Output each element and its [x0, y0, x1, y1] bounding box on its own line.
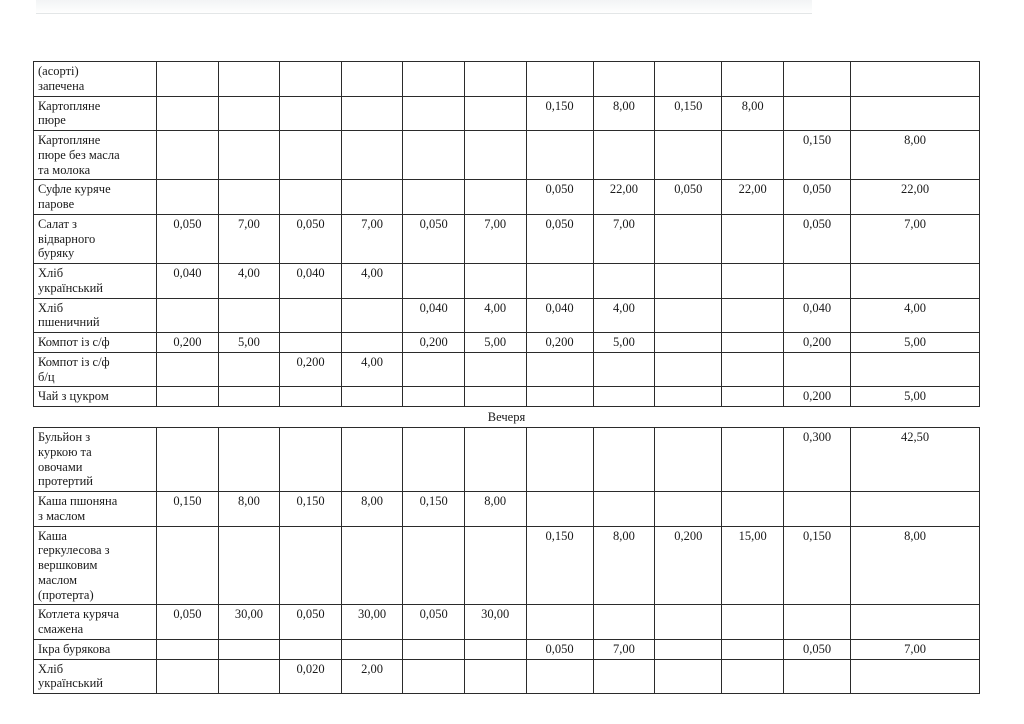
- cell: 0,150: [157, 492, 219, 527]
- cell: 15,00: [722, 526, 784, 605]
- cell: 22,00: [593, 180, 655, 215]
- cell: [157, 96, 219, 131]
- cell: [403, 264, 465, 299]
- cell: 8,00: [593, 526, 655, 605]
- cell: 4,00: [341, 352, 403, 387]
- cell: [851, 352, 980, 387]
- cell: [403, 428, 465, 492]
- section-divider-row: [34, 407, 980, 428]
- cell: 7,00: [593, 639, 655, 659]
- cell: [341, 428, 403, 492]
- cell: [464, 131, 526, 180]
- cell: 7,00: [218, 214, 280, 263]
- cell: 0,150: [526, 526, 593, 605]
- cell: 0,050: [526, 180, 593, 215]
- cell: [464, 352, 526, 387]
- cell: [722, 659, 784, 694]
- cell: [157, 180, 219, 215]
- cell: [341, 387, 403, 407]
- cell: 2,00: [341, 659, 403, 694]
- cell: 7,00: [341, 214, 403, 263]
- cell: [851, 605, 980, 640]
- cell: [526, 352, 593, 387]
- dish-name: (асорті) запечена: [34, 62, 157, 97]
- cell: [655, 214, 722, 263]
- cell: 42,50: [851, 428, 980, 492]
- cell: [722, 264, 784, 299]
- cell: [722, 298, 784, 333]
- table-row: [34, 526, 980, 605]
- cell: 0,040: [280, 264, 342, 299]
- dish-name: Картопляне пюре без масла та молока: [34, 131, 157, 180]
- cell: [593, 131, 655, 180]
- cell: 0,200: [403, 333, 465, 353]
- table-row: [34, 62, 980, 97]
- cell: [464, 180, 526, 215]
- scan-edge-line: [36, 13, 812, 14]
- cell: [722, 492, 784, 527]
- table-row: [34, 333, 980, 353]
- cell: [464, 659, 526, 694]
- cell: [403, 96, 465, 131]
- dish-name: Котлета куряча смажена: [34, 605, 157, 640]
- cell: [218, 659, 280, 694]
- cell: [280, 96, 342, 131]
- section-divider-label: Вечеря: [34, 407, 980, 428]
- cell: 30,00: [218, 605, 280, 640]
- dish-name: Хліб український: [34, 264, 157, 299]
- cell: [464, 264, 526, 299]
- cell: [655, 659, 722, 694]
- cell: 0,200: [783, 387, 850, 407]
- cell: 0,050: [157, 605, 219, 640]
- cell: 0,050: [403, 605, 465, 640]
- cell: [280, 526, 342, 605]
- cell: [218, 96, 280, 131]
- dish-name: Чай з цукром: [34, 387, 157, 407]
- cell: [655, 428, 722, 492]
- cell: [280, 62, 342, 97]
- cell: 0,300: [783, 428, 850, 492]
- cell: [341, 333, 403, 353]
- cell: [341, 639, 403, 659]
- cell: 5,00: [851, 387, 980, 407]
- cell: [341, 180, 403, 215]
- table-row: [34, 180, 980, 215]
- cell: [593, 387, 655, 407]
- cell: 0,050: [526, 214, 593, 263]
- cell: [655, 352, 722, 387]
- cell: 5,00: [218, 333, 280, 353]
- cell: 0,050: [783, 214, 850, 263]
- cell: [722, 214, 784, 263]
- cell: [722, 131, 784, 180]
- cell: [218, 526, 280, 605]
- cell: [593, 605, 655, 640]
- cell: 0,150: [280, 492, 342, 527]
- cell: 0,150: [655, 96, 722, 131]
- cell: [403, 180, 465, 215]
- cell: 30,00: [464, 605, 526, 640]
- cell: [464, 526, 526, 605]
- cell: [157, 659, 219, 694]
- cell: [157, 298, 219, 333]
- dish-name: Компот із с/ф б/ц: [34, 352, 157, 387]
- cell: 0,050: [403, 214, 465, 263]
- cell: 8,00: [851, 131, 980, 180]
- cell: 0,050: [526, 639, 593, 659]
- cell: 0,200: [157, 333, 219, 353]
- table-row: [34, 387, 980, 407]
- cell: 7,00: [851, 214, 980, 263]
- cell: 4,00: [218, 264, 280, 299]
- table-row: [34, 96, 980, 131]
- cell: [783, 492, 850, 527]
- cell: 7,00: [593, 214, 655, 263]
- cell: [157, 428, 219, 492]
- cell: 0,050: [280, 605, 342, 640]
- menu-table: [33, 61, 980, 694]
- cell: [403, 387, 465, 407]
- cell: 0,200: [783, 333, 850, 353]
- cell: [593, 264, 655, 299]
- dish-name: Хліб пшеничний: [34, 298, 157, 333]
- cell: 0,050: [655, 180, 722, 215]
- cell: 0,020: [280, 659, 342, 694]
- cell: [722, 387, 784, 407]
- cell: [280, 180, 342, 215]
- cell: [526, 428, 593, 492]
- cell: [655, 605, 722, 640]
- cell: 7,00: [851, 639, 980, 659]
- cell: 0,040: [157, 264, 219, 299]
- cell: [722, 352, 784, 387]
- cell: [722, 639, 784, 659]
- scan-edge-artifact: [36, 0, 812, 14]
- cell: [218, 428, 280, 492]
- cell: 0,200: [655, 526, 722, 605]
- cell: [783, 96, 850, 131]
- table-row: [34, 659, 980, 694]
- table-row: [34, 639, 980, 659]
- table-row: [34, 214, 980, 263]
- cell: 5,00: [464, 333, 526, 353]
- dish-name: Суфле куряче парове: [34, 180, 157, 215]
- cell: [157, 387, 219, 407]
- cell: [851, 492, 980, 527]
- table-row: [34, 492, 980, 527]
- cell: 22,00: [851, 180, 980, 215]
- cell: [341, 298, 403, 333]
- cell: [655, 387, 722, 407]
- cell: [526, 131, 593, 180]
- cell: 0,200: [280, 352, 342, 387]
- cell: [464, 639, 526, 659]
- dish-name: Салат з відварного буряку: [34, 214, 157, 263]
- cell: [851, 96, 980, 131]
- cell: [157, 131, 219, 180]
- cell: [403, 131, 465, 180]
- cell: [280, 131, 342, 180]
- cell: [526, 659, 593, 694]
- cell: [280, 387, 342, 407]
- cell: [722, 605, 784, 640]
- cell: 8,00: [464, 492, 526, 527]
- cell: [341, 96, 403, 131]
- cell: [526, 387, 593, 407]
- cell: 0,150: [783, 131, 850, 180]
- cell: [655, 492, 722, 527]
- cell: 0,040: [526, 298, 593, 333]
- table-row: [34, 352, 980, 387]
- cell: 0,040: [403, 298, 465, 333]
- table-row: [34, 298, 980, 333]
- cell: [783, 605, 850, 640]
- cell: 0,050: [783, 180, 850, 215]
- cell: [218, 180, 280, 215]
- table-row: [34, 131, 980, 180]
- cell: 0,050: [783, 639, 850, 659]
- cell: [280, 333, 342, 353]
- cell: [157, 526, 219, 605]
- cell: [280, 298, 342, 333]
- cell: 0,050: [157, 214, 219, 263]
- dish-name: Компот із с/ф: [34, 333, 157, 353]
- cell: [593, 659, 655, 694]
- cell: [403, 526, 465, 605]
- cell: [280, 428, 342, 492]
- cell: 30,00: [341, 605, 403, 640]
- dish-name: Картопляне пюре: [34, 96, 157, 131]
- cell: 8,00: [722, 96, 784, 131]
- cell: [593, 352, 655, 387]
- cell: [655, 298, 722, 333]
- cell: [593, 62, 655, 97]
- cell: 22,00: [722, 180, 784, 215]
- cell: [403, 352, 465, 387]
- cell: 8,00: [593, 96, 655, 131]
- dish-name: Бульйон з куркою та овочами протертий: [34, 428, 157, 492]
- cell: 4,00: [851, 298, 980, 333]
- cell: 7,00: [464, 214, 526, 263]
- cell: [722, 428, 784, 492]
- cell: 0,150: [783, 526, 850, 605]
- cell: [218, 131, 280, 180]
- cell: 4,00: [593, 298, 655, 333]
- cell: [218, 352, 280, 387]
- cell: [341, 131, 403, 180]
- cell: [851, 264, 980, 299]
- table-row: [34, 605, 980, 640]
- cell: [157, 639, 219, 659]
- cell: 0,200: [526, 333, 593, 353]
- cell: 5,00: [593, 333, 655, 353]
- cell: [526, 605, 593, 640]
- cell: [655, 62, 722, 97]
- cell: [341, 526, 403, 605]
- cell: [593, 492, 655, 527]
- cell: 0,050: [280, 214, 342, 263]
- cell: [280, 639, 342, 659]
- cell: [655, 333, 722, 353]
- cell: [655, 131, 722, 180]
- cell: [593, 428, 655, 492]
- cell: [655, 639, 722, 659]
- cell: [464, 428, 526, 492]
- table-row: [34, 428, 980, 492]
- cell: [526, 62, 593, 97]
- cell: [783, 264, 850, 299]
- cell: 0,150: [403, 492, 465, 527]
- cell: [464, 96, 526, 131]
- cell: [157, 352, 219, 387]
- cell: [526, 492, 593, 527]
- dish-name: Ікра бурякова: [34, 639, 157, 659]
- cell: 4,00: [341, 264, 403, 299]
- cell: [851, 62, 980, 97]
- cell: [218, 639, 280, 659]
- cell: [403, 639, 465, 659]
- cell: [157, 62, 219, 97]
- dish-name: Каша пшоняна з маслом: [34, 492, 157, 527]
- table-row: [34, 264, 980, 299]
- cell: [851, 659, 980, 694]
- cell: [403, 659, 465, 694]
- cell: 5,00: [851, 333, 980, 353]
- cell: 8,00: [851, 526, 980, 605]
- dish-name: Каша геркулесова з вершковим маслом (протерта): [34, 526, 157, 605]
- cell: 0,150: [526, 96, 593, 131]
- cell: [403, 62, 465, 97]
- cell: [218, 387, 280, 407]
- cell: 4,00: [464, 298, 526, 333]
- cell: 8,00: [341, 492, 403, 527]
- cell: [464, 387, 526, 407]
- cell: [783, 352, 850, 387]
- cell: [783, 659, 850, 694]
- cell: 0,040: [783, 298, 850, 333]
- cell: [464, 62, 526, 97]
- cell: 8,00: [218, 492, 280, 527]
- cell: [655, 264, 722, 299]
- cell: [722, 333, 784, 353]
- dish-name: Хліб український: [34, 659, 157, 694]
- cell: [218, 62, 280, 97]
- cell: [341, 62, 403, 97]
- cell: [783, 62, 850, 97]
- cell: [722, 62, 784, 97]
- cell: [526, 264, 593, 299]
- cell: [218, 298, 280, 333]
